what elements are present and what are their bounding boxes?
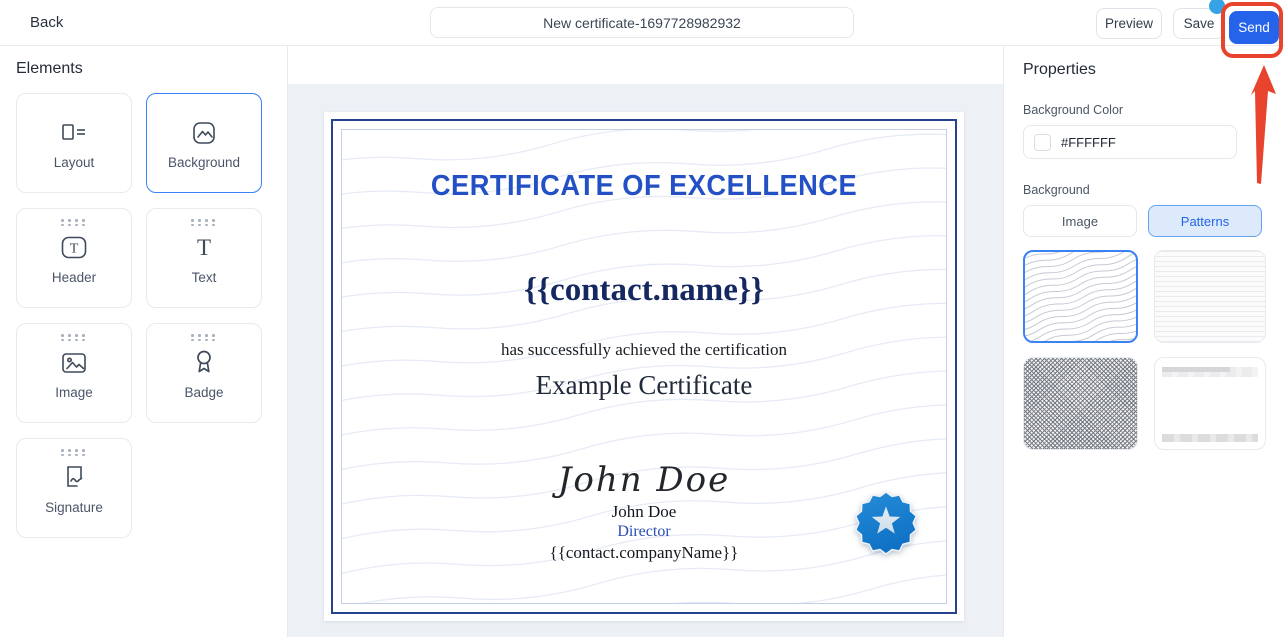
top-bar bbox=[0, 0, 1285, 46]
element-card-header[interactable] bbox=[16, 208, 132, 308]
signature-icon bbox=[61, 461, 87, 491]
element-label: Badge bbox=[184, 385, 224, 400]
element-card-background[interactable] bbox=[146, 93, 262, 193]
recipient-name-merge-tag[interactable]: {{contact.name}} bbox=[524, 272, 764, 308]
certificate-name[interactable]: Example Certificate bbox=[535, 370, 753, 400]
element-label: Header bbox=[51, 270, 97, 285]
element-card-signature[interactable] bbox=[16, 438, 132, 538]
send-button[interactable]: Send bbox=[1229, 11, 1279, 44]
element-label: Text bbox=[191, 270, 217, 285]
certificate-preview[interactable] bbox=[324, 112, 964, 621]
properties-panel bbox=[1003, 46, 1285, 637]
save-button[interactable]: Save bbox=[1173, 8, 1225, 39]
svg-text:T: T bbox=[69, 241, 79, 257]
element-label: Layout bbox=[53, 155, 95, 170]
canvas-top-strip bbox=[288, 46, 1003, 84]
elements-grid bbox=[16, 93, 271, 538]
element-label: Signature bbox=[45, 500, 103, 515]
color-swatch[interactable] bbox=[1034, 134, 1051, 151]
certificate-title[interactable]: CERTIFICATE OF EXCELLENCE bbox=[430, 170, 858, 202]
properties-heading: Properties bbox=[1023, 61, 1096, 78]
image-icon bbox=[60, 346, 88, 376]
background-color-input[interactable] bbox=[1023, 125, 1237, 159]
element-card-image[interactable] bbox=[16, 323, 132, 423]
drag-handle-icon[interactable] bbox=[61, 334, 87, 341]
layout-icon bbox=[60, 116, 88, 146]
element-card-layout[interactable] bbox=[16, 93, 132, 193]
background-tabs bbox=[1023, 205, 1265, 237]
preview-button[interactable]: Preview bbox=[1096, 8, 1162, 39]
pattern-swatches bbox=[1023, 250, 1265, 450]
banner-stripe bbox=[1162, 434, 1258, 442]
diagonal-waves-thumbnail bbox=[1025, 252, 1138, 343]
company-merge-tag: {{contact.companyName}} bbox=[549, 543, 739, 562]
background-label: Background bbox=[1023, 183, 1090, 197]
background-color-label: Background Color bbox=[1023, 103, 1124, 117]
signature-script: John Doe bbox=[557, 460, 731, 500]
drag-handle-icon[interactable] bbox=[191, 219, 217, 226]
elements-heading: Elements bbox=[16, 60, 83, 77]
certificate-title-input[interactable] bbox=[430, 7, 854, 38]
pattern-swatch-diagonal-waves[interactable] bbox=[1023, 250, 1138, 343]
pattern-swatch-fine-waves[interactable] bbox=[1154, 250, 1266, 343]
drag-handle-icon[interactable] bbox=[61, 219, 87, 226]
signatory-name: John Doe bbox=[611, 502, 677, 521]
badge-icon bbox=[191, 346, 217, 376]
drag-handle-icon[interactable] bbox=[191, 334, 217, 341]
editor-canvas bbox=[288, 46, 1003, 637]
text-icon bbox=[191, 231, 217, 261]
star-seal-badge[interactable] bbox=[853, 490, 919, 556]
signatory-title: Director bbox=[617, 523, 671, 540]
element-label: Image bbox=[55, 385, 93, 400]
certificate-subtitle[interactable]: has successfully achieved the certification bbox=[500, 340, 788, 359]
svg-text:T: T bbox=[196, 235, 212, 260]
pattern-swatch-striped-banner[interactable] bbox=[1154, 357, 1266, 450]
tab-patterns[interactable]: Patterns bbox=[1148, 205, 1262, 237]
background-icon bbox=[191, 116, 217, 146]
certificate-content bbox=[324, 112, 964, 621]
tab-image[interactable]: Image bbox=[1023, 205, 1137, 237]
elements-panel bbox=[0, 46, 288, 637]
element-card-text[interactable] bbox=[146, 208, 262, 308]
drag-handle-icon[interactable] bbox=[61, 449, 87, 456]
color-value: #FFFFFF bbox=[1061, 134, 1116, 150]
back-button[interactable]: Back bbox=[30, 14, 64, 31]
element-label: Background bbox=[167, 155, 241, 170]
banner-stripe bbox=[1162, 367, 1230, 372]
element-card-badge[interactable] bbox=[146, 323, 262, 423]
header-icon bbox=[59, 231, 89, 261]
pattern-swatch-dense-crosshatch[interactable] bbox=[1023, 357, 1138, 450]
